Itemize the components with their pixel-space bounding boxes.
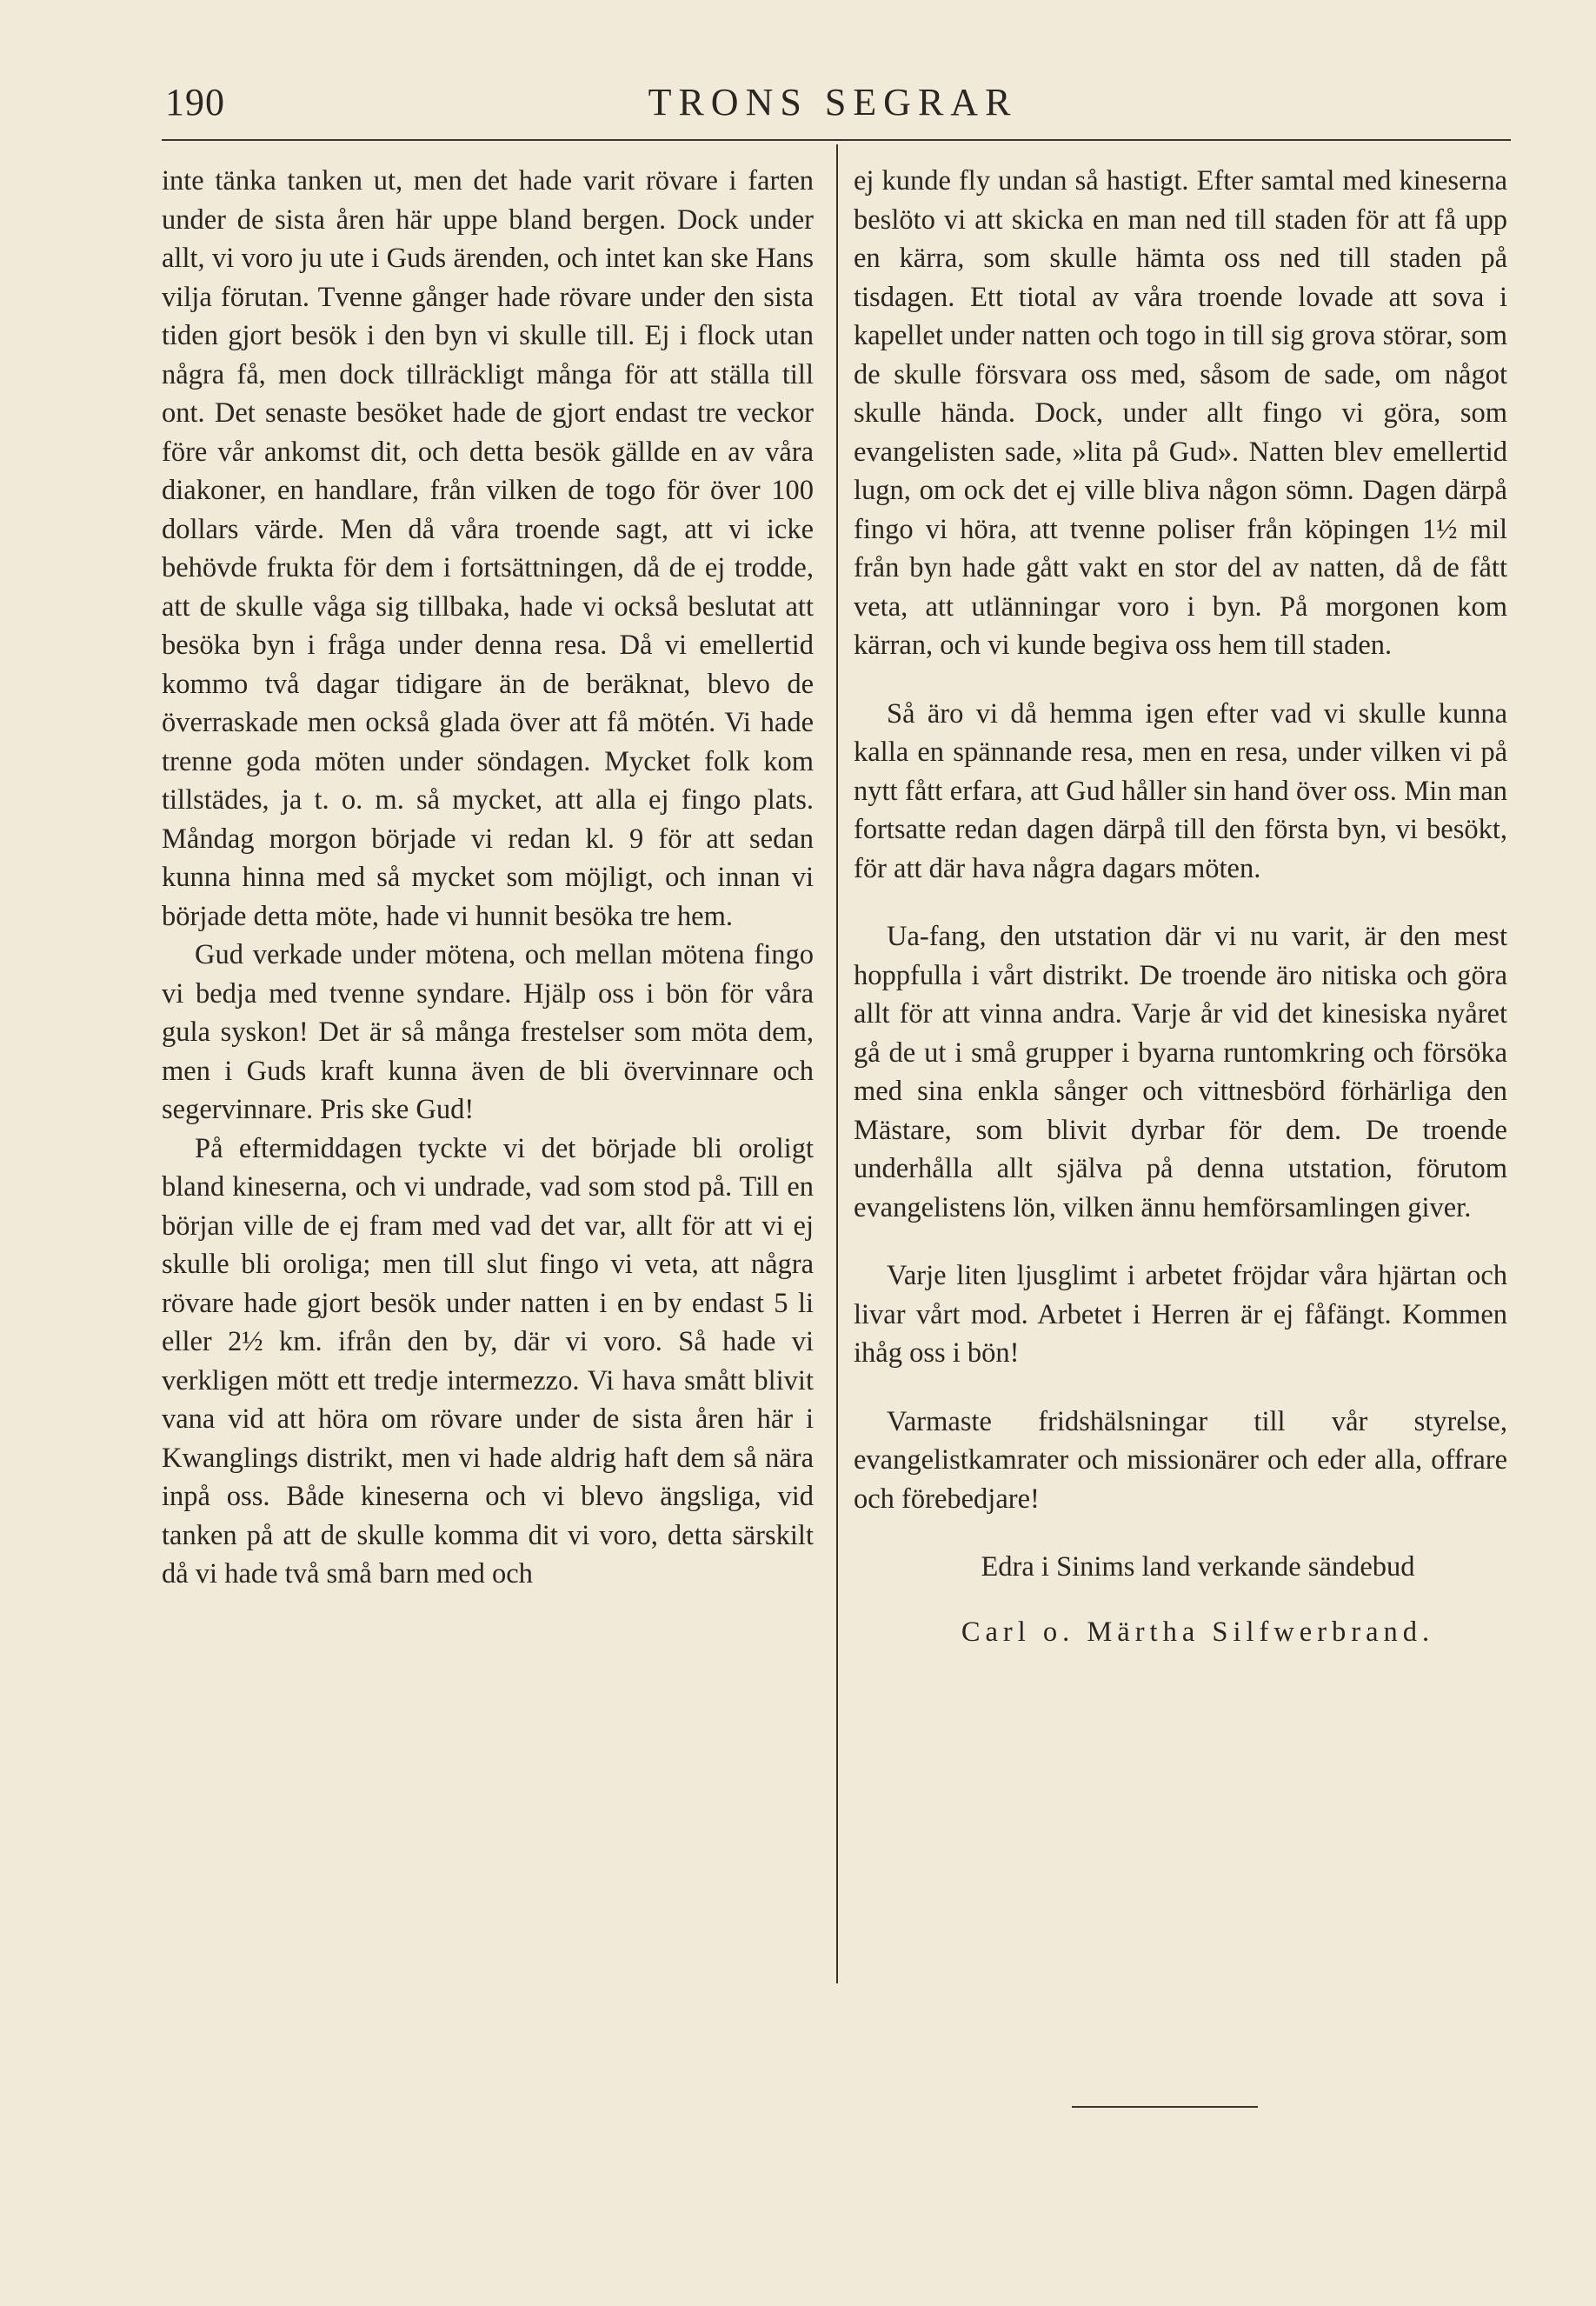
right-column (854, 162, 1507, 1651)
signature: Carl o. Märtha Silfwerbrand. (961, 1616, 1435, 1648)
running-title: TRONS SEGRAR (648, 81, 1018, 123)
column-divider (836, 144, 838, 1983)
right-paragraph-3: Ua-fang, den utstation där vi nu varit, är den mest hoppfulla i vårt distrikt. De troende äro nitiska och göra allt för att vinna andra. Varje år vid det kinesiska nyåret gå de ut i små grupper i byarna runtomkring och försöka med sina enkla sånger och vittnesbörd förhärliga den Mästare, som blivit dyrbar för dem. De troende underhålla allt själva på denna utstation, förutom evangelistens lön, vilken ännu hemförsamlingen giver. (854, 921, 1507, 1223)
end-rule (1072, 2106, 1258, 2108)
header-rule (162, 139, 1511, 141)
closing-line: Edra i Sinims land verkande sändebud (981, 1551, 1415, 1583)
left-paragraph-1: inte tänka tanken ut, men det hade varit rövare i farten under de sista åren här uppe bland bergen. Dock under allt, vi voro ju ute i Guds ärenden, och intet kan ske Hans vilja förutan. Tvenne gånger hade rövare under den sista tiden gjort besök i den byn vi skulle till. Ej i flock utan några få, men dock tillräckligt många för att ställa till ont. Det senaste besöket hade de gjort endast tre veckor före vår ankomst dit, och detta besök gällde en av våra diakoner, en handlare, från vilken de togo för över 100 dollars värde. Men då våra troende sagt, att vi icke behövde frukta för dem i fortsättningen, då de ej trodde, att de skulle våga sig tillbaka, hade vi också beslutat att besöka byn i fråga under denna resa. Då vi emellertid kommo två dagar tidigare än de beräknat, blevo de överraskade men också glada över att få mötén. Vi hade trenne goda möten under söndagen. Mycket folk kom tillstädes, ja t. o. m. så mycket, att alla ej fingo plats. Måndag morgon började vi redan kl. 9 för att sedan kunna hinna med så mycket som möjligt, och innan vi började detta möte, hade vi hunnit besöka tre hem. (162, 165, 814, 932)
right-paragraph-5: Varmaste fridshälsningar till vår styrelse, evangelistkamrater och missionärer och eder alla, offrare och förebedjare! (854, 1405, 1507, 1515)
right-paragraph-4: Varje liten ljusglimt i arbetet fröjdar våra hjärtan och livar vårt mod. Arbetet i Herren är ej fåfängt. Kommen ihåg oss i bön! (854, 1260, 1507, 1369)
left-paragraph-2: Gud verkade under mötena, och mellan mötena fingo vi bedja med tvenne syndare. Hjälp oss i bön för våra gula syskon! Det är så många frestelser som möta dem, men i Guds kraft kunna även de bli övervinnare och segervinnare. Pris ske Gud! (162, 939, 814, 1125)
right-paragraph-2: Så äro vi då hemma igen efter vad vi skulle kunna kalla en spännande resa, men en resa, under vilken vi på nytt fått erfara, att Gud håller sin hand över oss. Min man fortsatte redan dagen därpå till den första byn, vi besökt, för att där hava några dagars möten. (854, 697, 1507, 884)
page-number: 190 (165, 81, 225, 123)
left-paragraph-3: På eftermiddagen tyckte vi det började bli oroligt bland kineserna, och vi undrade, vad som stod på. Till en början ville de ej fram med vad det var, allt för att vi ej skulle bli oroliga; men till slut fingo vi veta, att några rövare hade gjort besök under natten i en by endast 5 li eller 2½ km. ifrån den by, där vi voro. Så hade vi verkligen mött ett tredje intermezzo. Vi hava smått blivit vana vid att höra om rövare under de sista åren här i Kwanglings distrikt, men vi hade aldrig haft dem så nära inpå oss. Både kineserna och vi blevo ängsliga, vid tanken på att de skulle komma dit vi voro, detta särskilt då vi hade två små barn med och (162, 1132, 814, 1590)
left-column (162, 162, 814, 1594)
right-paragraph-1: ej kunde fly undan så hastigt. Efter samtal med kineserna beslöto vi att skicka en man ned till staden för att få upp en kärra, som skulle hämta oss ned till staden på tisdagen. Ett tiotal av våra troende lovade att sova i kapellet under natten och togo in till sig grova störar, som de skulle försvara oss med, såsom de sade, om något skulle hända. Dock, under allt fingo vi göra, som evangelisten sade, »lita på Gud». Natten blev emellertid lugn, om ock det ej ville bliva någon sömn. Dagen därpå fingo vi höra, att tvenne poliser från köpingen 1½ mil från byn hade gått vakt en stor del av natten, då de fått veta, att utlänningar voro i byn. På morgonen kom kärran, och vi kunde begiva oss hem till staden. (854, 165, 1507, 661)
